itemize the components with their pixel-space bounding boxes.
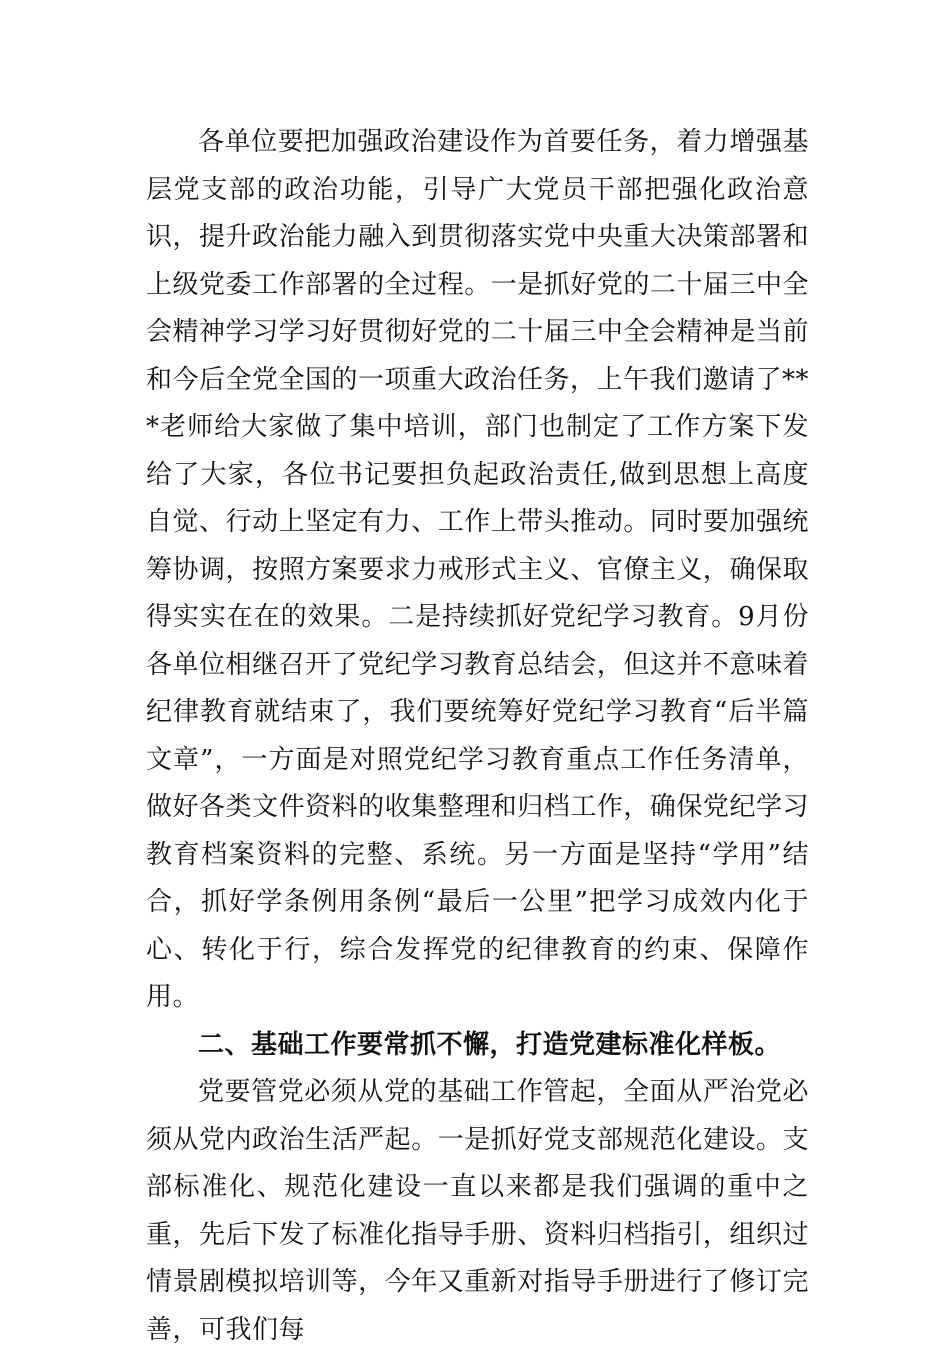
document-body: [146, 119, 809, 1354]
section-heading-basic-work: 二、基础工作要常抓不懈，打造党建标准化样板。: [198, 1029, 782, 1060]
paragraph-basic-work: 党要管党必须从党的基础工作管起，全面从严治党必须从党内政治生活严起。一是抓好党支部规范化建设。支部标准化、规范化建设一直以来都是我们强调的重中之重，先后下发了标准化指导手册、资料归档指引，组织过情景剧模拟培训等，今年又重新对指导手册进行了修订完善，可我们每: [146, 1077, 809, 1345]
paragraph-political-construction: 各单位要把加强政治建设作为首要任务，着力增强基层党支部的政治功能，引导广大党员干部把强化政治意识，提升政治能力融入到贯彻落实党中央重大决策部署和上级党委工作部署的全过程。一是抓好党的二十届三中全会精神学习学习好贯彻好党的二十届三中全会精神是当前和今后全党全国的一项重大政治任务，上午我们邀请了***老师给大家做了集中培训，部门也制定了工作方案下发给了大家，各位书记要担负起政治责任,做到思想上高度自觉、行动上坚定有力、工作上带头推动。同时要加强统筹协调，按照方案要求力戒形式主义、官僚主义，确保取得实实在在的效果。二是持续抓好党纪学习教育。9月份各单位相继召开了党纪学习教育总结会，但这并不意味着纪律教育就结束了，我们要统筹好党纪学习教育“后半篇文章”，一方面是对照党纪学习教育重点工作任务清单，做好各类文件资料的收集整理和归档工作，确保党纪学习教育档案资料的完整、系统。另一方面是坚持“学用”结合，抓好学条例用条例“最后一公里”把学习成效内化于心、转化于行，综合发挥党的纪律教育的约束、保障作用。: [146, 127, 810, 1012]
